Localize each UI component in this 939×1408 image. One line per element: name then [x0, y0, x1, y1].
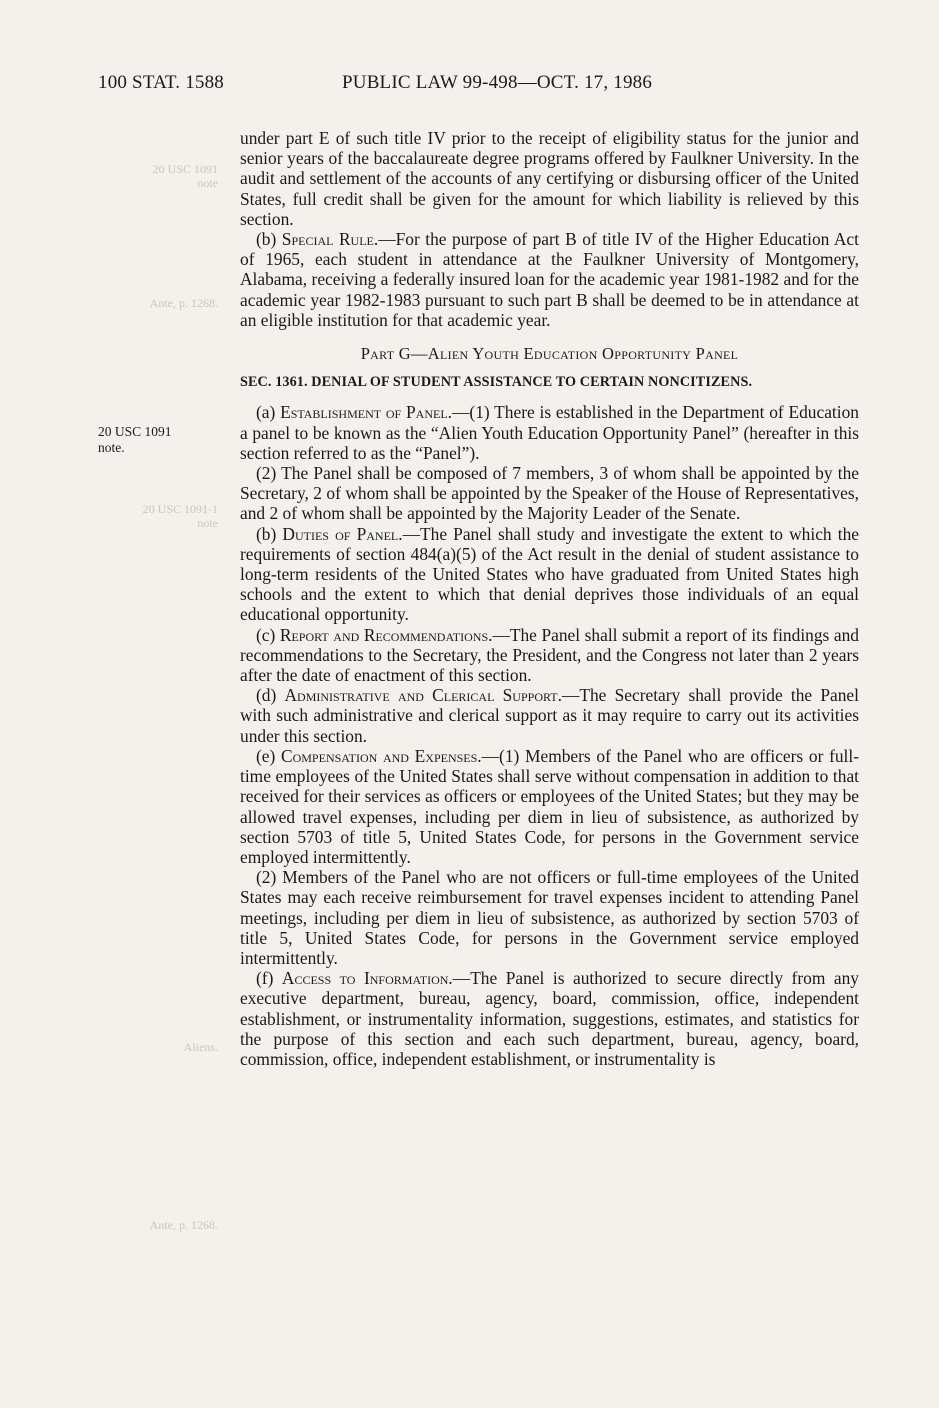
bleed-note-text: Ante, p. 1268.: [149, 1218, 218, 1232]
bleed-note-text: 20 USC 1091: [152, 162, 218, 176]
public-law-title: PUBLIC LAW 99-498—OCT. 17, 1986: [342, 72, 653, 93]
bleed-note-text: note: [197, 516, 218, 530]
paragraph-compensation: [240, 746, 859, 867]
bleed-through-note: [118, 296, 218, 310]
paragraph-lead: (c): [256, 624, 280, 645]
paragraph-special-rule: [240, 229, 859, 330]
paragraph-text: —For the purpose of part B of title IV of the Higher Education Act of 1965, each student in attendance at the Faulkner University of Montgomery, Alabama, receiving a federally insured loan for the academic year 1981-1982 and for the academic year 1982-1983 pursuant to such part B shall be deemed to be in attendance at an eligible institution for that academic year.: [240, 229, 859, 330]
bleed-note-text: Aliens.: [183, 1040, 218, 1054]
paragraph-text: —The Secretary shall provide the Panel with such administrative and clerical support as it may require to carry out its activities under this section.: [240, 685, 859, 746]
section-heading: SEC. 1361. DENIAL OF STUDENT ASSISTANCE TO CERTAIN NONCITIZENS.: [240, 374, 753, 391]
paragraph-report: [240, 625, 859, 686]
paragraph-establishment: [240, 402, 859, 463]
page-header: [98, 72, 858, 96]
paragraph-continuation: under part E of such title IV prior to the receipt of eligibility status for the junior and senior years of the baccalaureate degree programs offered by Faulkner University. In the audit and settlement of the accounts of any certifying or disbursing officer of the United States, full credit shall be given for the amount for which liability is relieved by this section.: [240, 128, 859, 229]
paragraph-heading: Special Rule.: [281, 229, 379, 250]
paragraph-text: —The Panel shall submit a report of its findings and recommendations to the Secretary, the President, and the Congress not later than 2 years after the date of enactment of this section.: [240, 624, 859, 686]
bleed-through-note: [118, 162, 218, 190]
paragraph-lead: (e): [256, 745, 281, 766]
paragraph-lead: (f): [256, 968, 282, 989]
paragraph-heading: Duties of Panel.: [282, 523, 403, 544]
paragraph-support: [240, 685, 859, 746]
bleed-through-note: [118, 502, 218, 530]
margin-citation-line: note.: [98, 440, 125, 455]
stat-citation: 100 STAT. 1588: [98, 72, 225, 93]
paragraph-duties: [240, 524, 859, 625]
paragraph-lead: (b): [256, 523, 283, 544]
bleed-note-text: 20 USC 1091-1: [142, 502, 218, 516]
paragraph-reimbursement: (2) Members of the Panel who are not officers or full-time employees of the United States may each receive reimbursement for travel expenses incident to attending Panel meetings, including per diem in lieu of subsistence, as authorized by section 5703 of title 5, United States Code, for persons in the Government service employed intermittently.: [240, 867, 859, 968]
paragraph-text: —The Panel shall study and investigate the extent to which the requirements of section 484(a)(5) of the Act result in the denial of student assistance to long-term residents of the United States who have graduated from United States high schools and the extent to which that denial deprives those individuals of an equal educational opportunity.: [240, 523, 859, 625]
bleed-through-note: [118, 1218, 218, 1232]
paragraph-heading: Administrative and Clerical Support.: [284, 685, 562, 706]
paragraph-access: [240, 968, 859, 1069]
margin-citation-line: 20 USC 1091: [98, 424, 172, 439]
paragraph-text: —(1) Members of the Panel who are officers or full-time employees of the United States shall serve without compensation in addition to that received for their services as officers or employees of the United States; but they may be allowed travel expenses, including per diem in lieu of subsistence, as authorized by section 5703 of title 5, United States Code, for persons in the Government service employed intermittently.: [240, 745, 860, 867]
margin-citation: [98, 424, 208, 456]
paragraph-lead: (d): [256, 685, 285, 706]
bleed-through-note: [118, 1040, 218, 1054]
paragraph-composition: (2) The Panel shall be composed of 7 members, 3 of whom shall be appointed by the Secretary, 2 of whom shall be appointed by the Speaker of the House of Representatives, and 2 of whom shall be appointed by the Majority Leader of the Senate.: [240, 463, 859, 524]
statute-body: [240, 128, 859, 1069]
paragraph-heading: Report and Recommendations.: [279, 624, 493, 645]
paragraph-text: —(1) There is established in the Department of Education a panel to be known as the “Alien Youth Education Opportunity Panel” (hereafter in this section referred to as the “Panel”).: [240, 402, 859, 463]
bleed-note-text: Ante, p. 1268.: [149, 296, 218, 310]
bleed-note-text: note: [197, 176, 218, 190]
paragraph-heading: Access to Information.: [281, 968, 453, 989]
paragraph-lead: (b): [256, 229, 282, 250]
part-heading: Part G—Alien Youth Education Opportunity Panel: [360, 344, 739, 364]
paragraph-heading: Establishment of Panel.: [280, 402, 453, 423]
paragraph-text: —The Panel is authorized to secure directly from any executive department, bureau, agency, board, commission, office, independent establishment, or instrumentality information, suggestions, estimates, and statistics for the purpose of this section and each such department, bureau, agency, board, commission, office, independent establishment, or instrumentality is: [240, 968, 859, 1069]
paragraph-heading: Compensation and Expenses.: [281, 745, 482, 766]
paragraph-lead: (a): [256, 402, 281, 423]
